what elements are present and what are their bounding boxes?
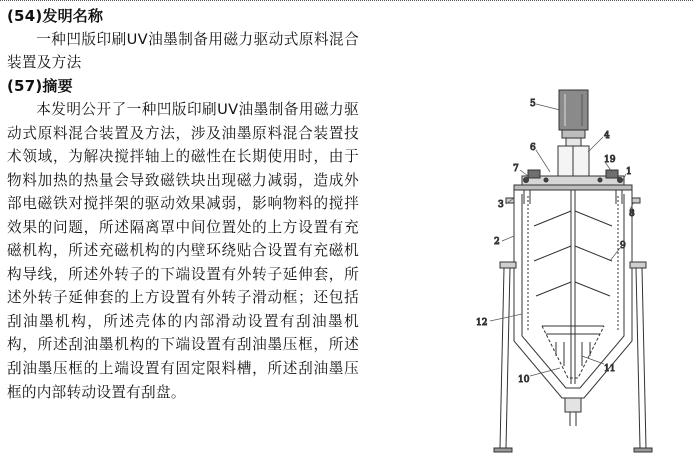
part-label-12: 12 — [476, 318, 488, 328]
section-heading-title: 发明名称 — [42, 7, 104, 25]
part-label-7: 7 — [513, 164, 519, 174]
leader-lines — [490, 104, 634, 376]
part-label-1: 1 — [626, 167, 632, 177]
part-label-2: 2 — [494, 237, 500, 247]
top-dotted-rule — [0, 0, 693, 1]
text-column — [7, 4, 359, 404]
part-label-9: 9 — [620, 241, 626, 251]
part-label-3: 3 — [498, 200, 504, 210]
part-label-19: 19 — [604, 155, 616, 165]
section-code-54: (54) — [7, 7, 43, 25]
part-label-11: 11 — [604, 364, 616, 374]
invention-title-heading — [7, 4, 359, 28]
part-label-6: 6 — [530, 143, 536, 153]
legs-shape — [494, 262, 652, 452]
part-label-10: 10 — [518, 375, 530, 385]
section-code-57: (57) — [7, 77, 43, 95]
part-label-5: 5 — [530, 99, 536, 109]
outlet-shape — [565, 398, 581, 426]
mixing-apparatus-drawing — [470, 86, 686, 470]
side-fittings-shape — [506, 198, 640, 203]
abstract-heading — [7, 74, 359, 98]
patent-drawing — [470, 86, 686, 470]
invention-title-text: 一种凹版印刷UV油墨制备用磁力驱动式原料混合装置及方法 — [7, 31, 359, 71]
section-heading-abstract: 摘要 — [42, 77, 73, 95]
stirrer-shape — [534, 190, 612, 384]
motor-shape — [559, 90, 588, 138]
part-label-4: 4 — [604, 131, 610, 141]
shaft-housing-shape — [558, 138, 589, 176]
abstract-text: 本发明公开了一种凹版印刷UV油墨制备用磁力驱动式原料混合装置及方法，涉及油墨原料混合装置技术领域，为解决搅拌轴上的磁性在长期使用时，由于物料加热的热量会导致磁铁块出现磁力减弱，造成外部电磁铁对搅拌架的驱动效果减弱，影响物料的搅拌效果的问题，所述隔离罩中间位置处的上方设置有充磁机构，所述充磁机构的内壁环绕贴合设置有充磁机构导线，所述外转子的下端设置有外转子延伸套，所述外转子延伸套的上方设置有外转子滑动框；还包括刮油墨机构，所述壳体的内部滑动设置有刮油墨机构，所述刮油墨机构的下端设置有刮油墨压框，所述刮油墨压框的上端设置有固定限料槽，所述刮油墨压框的内部转动设置有刮盘。 — [7, 101, 359, 401]
part-label-8: 8 — [629, 209, 635, 219]
